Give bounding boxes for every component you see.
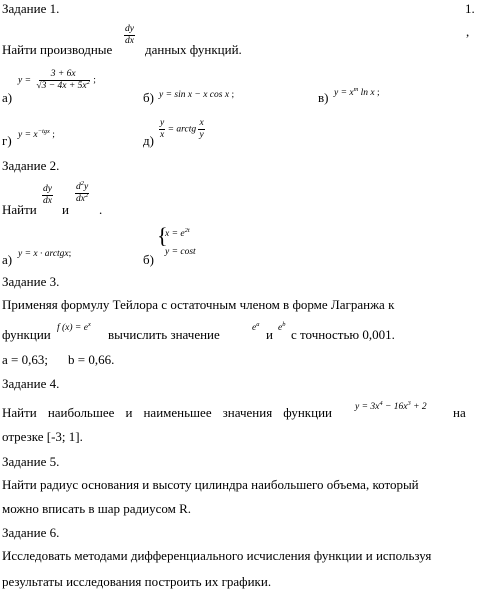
task1-v-label: в): [318, 90, 329, 105]
task1-a-formula: y = $\frac{3 + 6x}{√3 - 4x + 5x^2}$ ;: [18, 69, 96, 91]
task4-line2: отрезке [-3; 1].: [2, 429, 83, 444]
task2-b-label: б): [143, 252, 154, 267]
task3-eb: $e^b$: [278, 320, 286, 333]
stray-mark: 1.: [465, 1, 475, 16]
task5-title: Задание 5.: [2, 454, 60, 469]
task5-line1: Найти радиус основания и высоту цилиндра наибольшего объема, который: [2, 477, 419, 492]
task2-end: .: [99, 202, 103, 217]
task6-title: Задание 6.: [2, 525, 60, 540]
task3-line2-mid: вычислить значение: [108, 327, 220, 342]
sqrt-radical: $√3 - 4x + 5x^2$: [36, 78, 90, 91]
task3-and: и: [266, 327, 273, 342]
task2-deriv-2: $\frac{d^2y}{dx^2}$: [76, 179, 89, 204]
task2-deriv-1: $\frac{dy}{dx}$: [43, 184, 52, 206]
task1-d-label: д): [143, 133, 154, 148]
system-brace: {: [157, 223, 168, 248]
task3-title: Задание 3.: [2, 274, 60, 289]
task1-d-formula: $\frac{y}{x}$ = arctg $\frac{x}{y}$: [160, 118, 204, 140]
task4-title: Задание 4.: [2, 376, 60, 391]
task3-ea: $e^a$: [252, 320, 260, 333]
task2-intro: Найти: [2, 202, 37, 217]
task3-value-a: a = 0,63;: [2, 352, 48, 367]
task2-conj: и: [62, 202, 69, 217]
task1-deriv-symbol: $\frac{dy}{dx}$: [125, 24, 134, 46]
task1-v-formula: $y = x^m$ ln x ;: [334, 85, 380, 98]
task5-line2: можно вписать в шар радиусом R.: [2, 501, 192, 516]
task1-a-label: а): [2, 90, 13, 105]
task3-value-b: b = 0,66.: [68, 352, 115, 367]
task2-b-line1: $x = e^{2t}$: [165, 226, 190, 239]
task1-intro: Найти производные: [2, 42, 113, 57]
task4-line1-end: на: [453, 405, 466, 420]
task2-a-label: а): [2, 252, 13, 267]
task1-b-formula: y = sin x − x cos x ;: [159, 90, 235, 100]
task3-line1: Применяя формулу Тейлора с остаточным членом в форме Лагранжа к: [2, 297, 395, 312]
task1-title: Задание 1.: [2, 1, 60, 16]
task2-title: Задание 2.: [2, 158, 60, 173]
task6-line2: результаты исследования построить их графики.: [2, 574, 272, 589]
task1-g-formula: $y = x^{-tgx}$ ;: [18, 127, 55, 140]
task3-func: f $(x) = e^x$: [57, 320, 91, 333]
task3-line2-after: с точностью 0,001.: [291, 327, 395, 342]
task6-line1: Исследовать методами дифференциального исчисления функции и используя: [2, 548, 432, 563]
task1-b-label: б): [143, 90, 154, 105]
task4-func: $y = 3x^4 - 16x^3 + 2$: [355, 399, 427, 412]
task1-g-label: г): [2, 133, 12, 148]
task2-b-line2: y = cost: [165, 247, 196, 257]
task3-line2-before: функции: [2, 327, 51, 342]
task2-a-formula: y = x · arctgx;: [18, 249, 72, 259]
stray-mark: ,: [466, 24, 470, 39]
task1-intro-end: данных функций.: [145, 42, 242, 57]
task4-line1: Найти наибольшее и наименьшее значения функции: [2, 405, 332, 420]
